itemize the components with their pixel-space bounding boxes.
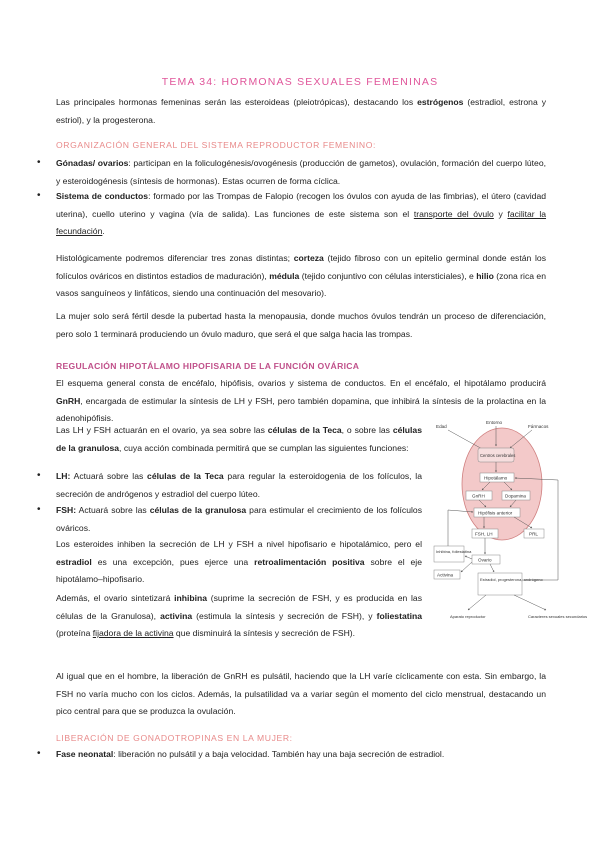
diagram-aparato: Aparato reproductor [450, 614, 486, 619]
diagram-edad: Edad [436, 424, 447, 429]
histology-paragraph: Histológicamente podremos diferenciar tres zonas distintas; corteza (tejido fibroso con un epitelio germinal donde están los folículos ováricos en distintos estadios de maduración), médula (tejido conjuntivo con células intersticiales), e hilio (zona rica en vasos sanguíneos y linfáticos, siendo una continuación del mesovario). [56, 253, 546, 299]
diagram-hipotalamo: Hipotálamo [484, 475, 508, 481]
scheme-paragraph: El esquema general consta de encéfalo, hipófisis, ovarios y sistema de conductos. En el encéfalo, el hipotálamo producirá GnRH, encargada de estimular la síntesis de LH y FSH, pero también dopamina, que inhibirá la síntesis de la prolactina en la adenohipófisis. [56, 378, 546, 424]
diagram-caracteres: Caracteres sexuales secundarios [528, 614, 588, 619]
section-heading-liberacion: LIBERACIÓN DE GONADOTROPINAS EN LA MUJER: [56, 733, 293, 743]
diagram-inhibina: Inhibina, foliestatina [436, 549, 472, 554]
diagram-entorno: Entorno [486, 420, 503, 425]
fertility-paragraph: La mujer solo será fértil desde la pubertad hasta la menopausia, donde muchos óvulos tendrán un proceso de diferenciación, pero solo 1 terminará produciendo un óvulo maduro, que será el que salga hacia las trompas. [56, 311, 546, 339]
bullet-icon: • [37, 470, 41, 481]
hormone-regulation-diagram [428, 420, 588, 632]
diagram-fsh-lh: FSH, LH [475, 531, 493, 537]
bullet-icon: • [37, 157, 41, 168]
pulsatile-paragraph: Al igual que en el hombre, la liberación de GnRH es pulsátil, haciendo que la LH varíe cíclicamente con esta. Sin embargo, la FSH no varía mucho con los ciclos. Además, la pulsatilidad va a variar según el momento del ciclo menstrual, destacando un pico central para que se produzca la ovulación. [56, 671, 546, 717]
diagram-activina: Activina [437, 572, 454, 578]
bullet-icon: • [37, 748, 41, 759]
bullet-icon: • [37, 190, 41, 201]
bullet-lh: LH: Actuará sobre las células de la Teca para regular la esteroidogenia de los folículos, la secreción de andrógenos y estradiol del cuerpo lúteo. [56, 471, 422, 499]
bullet-fsh: FSH: Actuará sobre las células de la granulosa para estimular el crecimiento de los folículos ováricos. [56, 505, 422, 533]
page-title: TEMA 34: HORMONAS SEXUALES FEMENINAS [161, 76, 439, 88]
lh-fsh-paragraph: Las LH y FSH actuarán en el ovario, ya sea sobre las células de la Teca, o sobre las células de la granulosa, cuya acción combinada permitirá que se cumplan las siguientes funciones: [56, 425, 422, 453]
brain-ellipse [462, 428, 542, 540]
section-heading-regulacion: REGULACIÓN HIPOTÁLAMO HIPOFISARIA DE LA FUNCIÓN OVÁRICA [56, 361, 360, 371]
inhibin-paragraph: Además, el ovario sintetizará inhibina (suprime la secreción de FSH, y es producida en las células de la Granulosa), activina (estimula la síntesis y secreción de FSH), y foliestatina (proteína fijadora de la activina que disminuirá la síntesis y secreción de FSH). [56, 593, 423, 639]
bullet-gonadas: Gónadas/ ovarios: participan en la foliculogénesis/ovogénesis (producción de gametos), ovulación, formación del cuerpo lúteo, y esteroidogénesis (síntesis de hormonas). Estas ocurren de forma cíclica. [56, 158, 546, 186]
diagram-gnrh: GnRH [472, 493, 485, 499]
bullet-neonatal: Fase neonatal: liberación no pulsátil y a baja velocidad. También hay una baja secreción de estradiol. [56, 749, 445, 759]
steroids-paragraph: Los esteroides inhiben la secreción de LH y FSH a nivel hipofisario e hipotalámico, pero el estradiol es una excepción, pues ejerce una retroalimentación positiva sobre el eje hipotálamo–hipofisario. [56, 539, 422, 585]
diagram-estradiol: Estradiol, progesterona, andrógeno [480, 577, 543, 582]
bullet-conductos: Sistema de conductos: formado por las Trompas de Falopio (recogen los óvulos con ayuda de las fimbrias), el útero (cavidad uterina), cuello uterino y vagina (vía de salida). Las funciones de este sistema son el transporte del óvulo y facilitar la fecundación. [56, 191, 547, 237]
diagram-centros: Centros cerebrales [480, 453, 516, 458]
diagram-prl: PRL [529, 531, 538, 537]
intro-paragraph: Las principales hormonas femeninas serán las esteroideas (pleiotrópicas), destacando los estrógenos (estradiol, estrona y estriol), y la progesterona. [56, 97, 546, 125]
diagram-hipofisis: Hipófisis anterior [478, 510, 513, 516]
diagram-ovario: Ovario [478, 557, 492, 563]
bullet-icon: • [37, 504, 41, 515]
diagram-farmacos: Fármacos [528, 424, 549, 429]
section-heading-organizacion: ORGANIZACIÓN GENERAL DEL SISTEMA REPRODUCTOR FEMENINO: [56, 140, 377, 150]
diagram-dopamina: Dopamina [505, 493, 526, 499]
